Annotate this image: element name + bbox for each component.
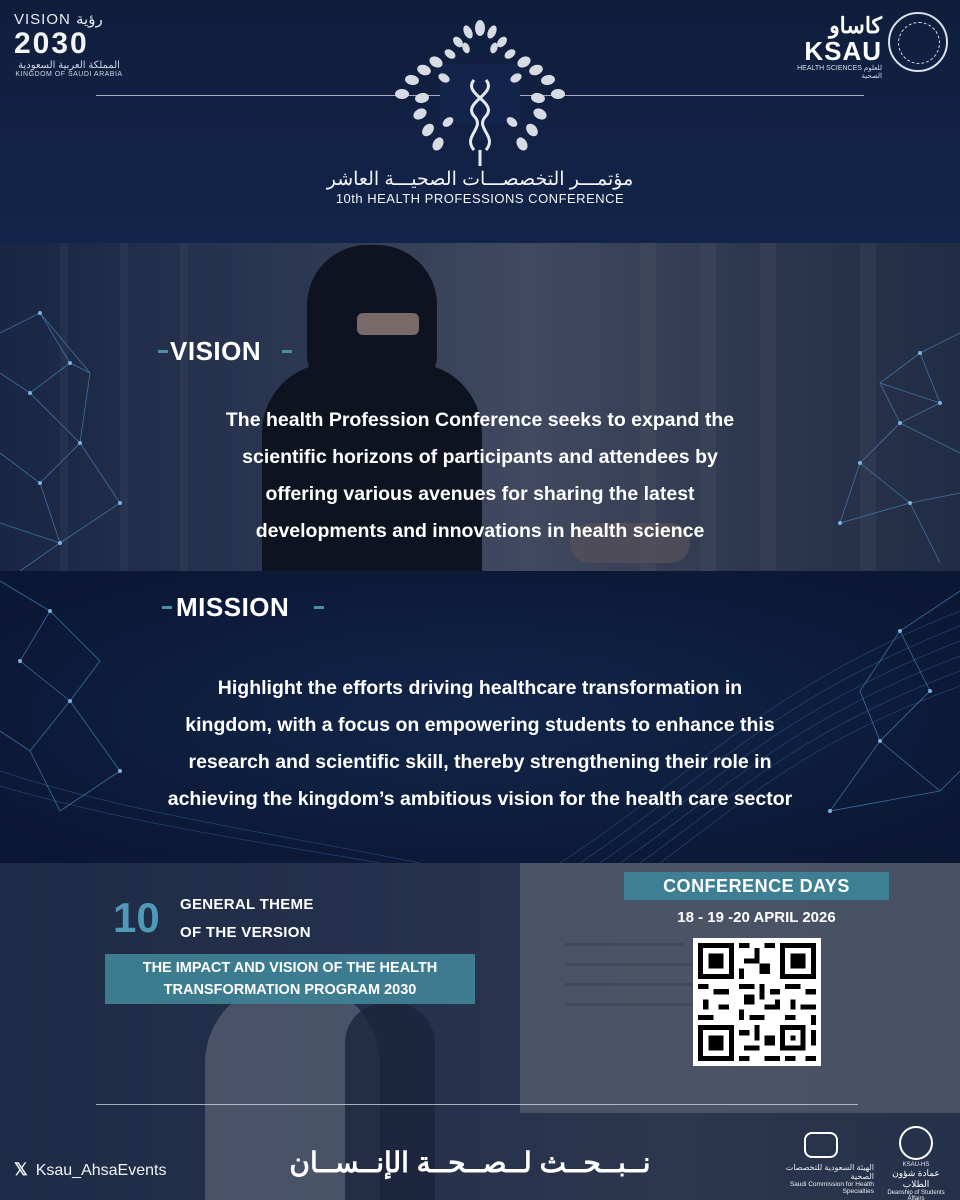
deanship-logo <box>880 1126 952 1200</box>
deanship-arabic: عمادة شؤون الطلاب <box>892 1168 940 1189</box>
conference-days-title: CONFERENCE DAYS <box>663 876 850 896</box>
conference-title-english: 10th HEALTH PROFESSIONS CONFERENCE <box>335 191 625 206</box>
header <box>0 0 960 243</box>
deanship-tag: KSAU-HS <box>902 1162 930 1168</box>
ksau-logo-sub: HEALTH SCIENCES للعلوم الصحية <box>797 65 882 80</box>
vision-text <box>120 402 840 550</box>
mission-line: achieving the kingdom’s ambitious vision for the health care sector <box>167 788 793 810</box>
vision-line: The health Profession Conference seeks to expand the <box>225 409 735 431</box>
theme-label-line: GENERAL THEME <box>180 896 314 913</box>
vision-logo-english: KINGDOM OF SAUDI ARABIA <box>15 71 123 78</box>
mission-line: kingdom, with a focus on empowering students to enhance this <box>185 714 775 736</box>
theme-text-line: TRANSFORMATION PROGRAM 2030 <box>163 982 417 998</box>
scfhs-mark-icon <box>804 1132 838 1158</box>
mission-title: MISSION <box>176 592 289 623</box>
vision-title: VISION <box>170 336 261 367</box>
theme-text <box>105 954 475 1001</box>
vision-logo-year: 2030 <box>14 27 89 60</box>
footer-divider <box>96 1104 858 1105</box>
scfhs-arabic: الهيئة السعودية للتخصصات الصحية <box>785 1163 874 1181</box>
vision-logo-arabic: المملكة العربية السعودية <box>18 60 120 71</box>
mission-line: research and scientific skill, thereby strengthening their role in <box>188 751 772 773</box>
deanship-mark-icon <box>899 1126 933 1160</box>
conference-emblem-icon <box>390 18 570 170</box>
theme-label-line: OF THE VERSION <box>180 924 311 941</box>
ksau-logo <box>782 13 882 80</box>
conference-title-arabic: مؤتمـــر التخصصـــات الصحيـــة العاشر <box>326 169 634 190</box>
vision-line: scientific horizons of participants and attendees by <box>242 446 718 468</box>
registration-qr-code[interactable] <box>693 938 821 1066</box>
x-handle-text: Ksau_AhsaEvents <box>35 1162 167 1179</box>
vision-2030-logo <box>14 10 124 78</box>
ksau-logo-english: KSAU <box>804 36 882 66</box>
vision-line: developments and innovations in health science <box>255 520 705 542</box>
theme-text-line: THE IMPACT AND VISION OF THE HEALTH <box>142 960 438 976</box>
vision-logo-top: VISION رؤية <box>14 11 103 28</box>
x-logo-icon: 𝕏 <box>14 1160 28 1179</box>
mission-line: Highlight the efforts driving healthcare transformation in <box>217 677 743 699</box>
university-seal-icon <box>888 12 948 72</box>
theme-label <box>180 891 314 947</box>
network-pattern-right-icon <box>820 323 960 571</box>
scfhs-english: Saudi Commission for Health Specialties <box>789 1181 874 1195</box>
mission-text <box>100 670 860 818</box>
conference-dates: 18 - 19 -20 APRIL 2026 <box>677 909 836 926</box>
x-handle[interactable] <box>14 1160 166 1180</box>
network-pattern-left-icon <box>0 303 140 571</box>
edition-number: 10 <box>113 894 160 941</box>
ksau-logo-arabic: كاساو <box>829 13 882 38</box>
vision-line: offering various avenues for sharing the latest <box>265 483 695 505</box>
slogan-arabic: نــبــحــث لــصــحــة الإنــســان <box>289 1147 651 1178</box>
scfhs-logo <box>764 1132 874 1195</box>
deanship-english: Deanship of Students Affairs <box>887 1190 945 1200</box>
